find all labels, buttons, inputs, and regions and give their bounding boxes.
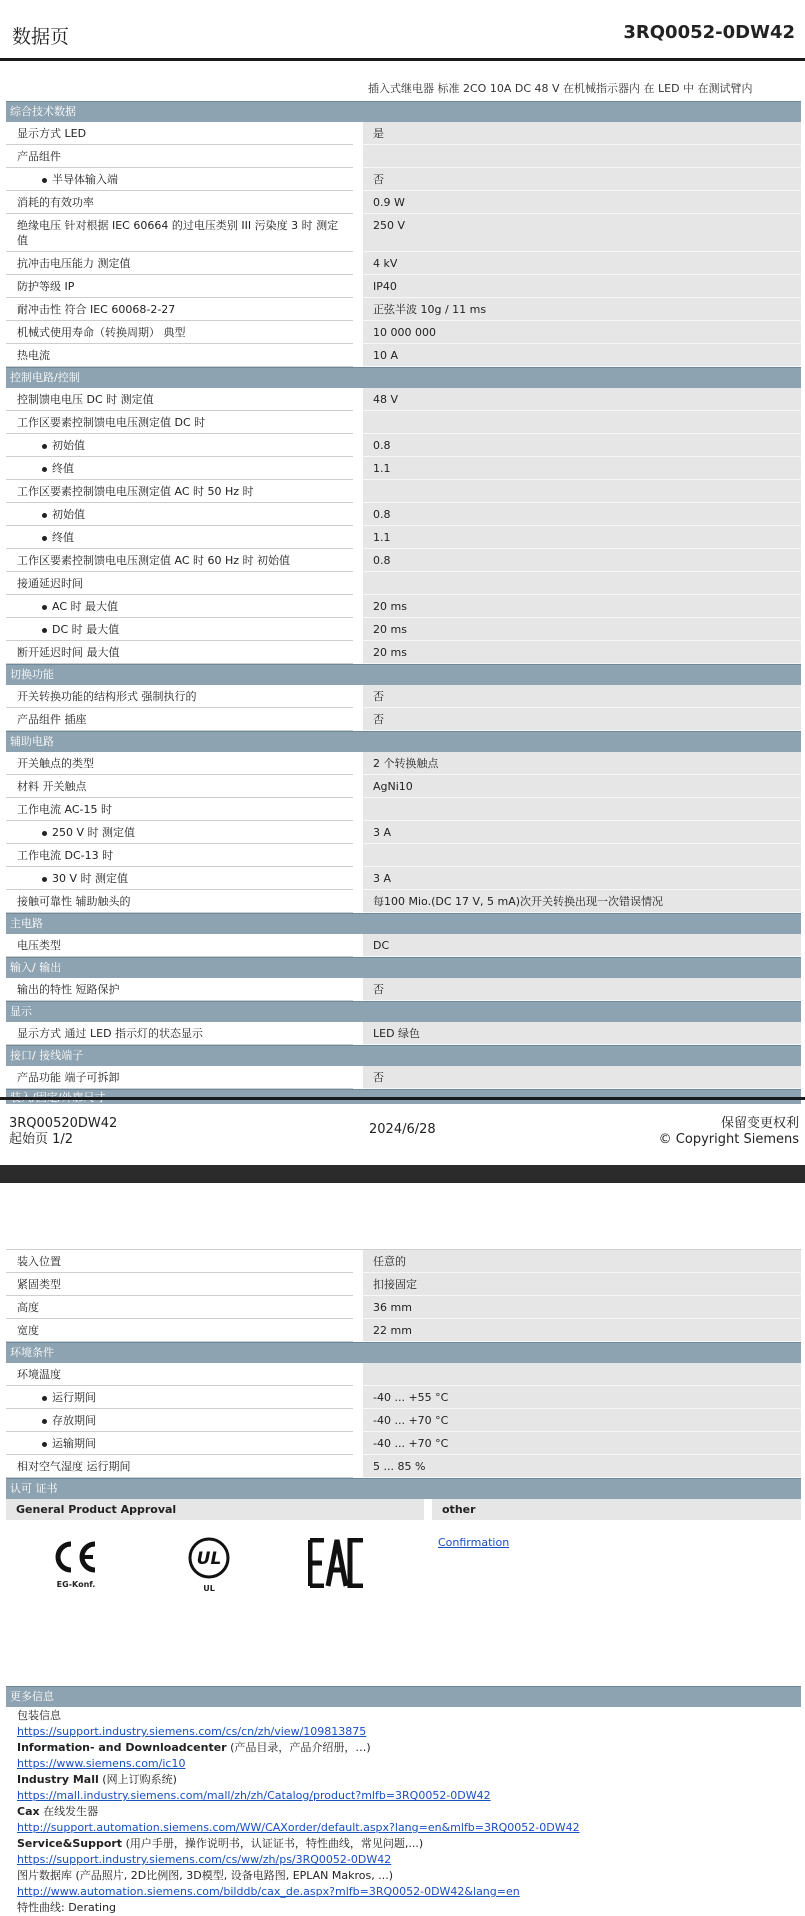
header-title: 数据页 <box>12 26 70 48</box>
row-value <box>363 411 801 434</box>
table-row <box>6 798 801 821</box>
ce-mark <box>46 1538 106 1589</box>
section-header: 更多信息 <box>6 1686 801 1707</box>
more-info-item <box>17 1868 801 1900</box>
row-label: 热电流 <box>6 344 353 367</box>
row-value: 20 ms <box>363 618 801 641</box>
row-value: 0.8 <box>363 434 801 457</box>
more-info-item <box>17 1740 801 1772</box>
row-value <box>363 798 801 821</box>
bullet-icon <box>42 877 47 882</box>
footer-page-number: 起始页 1/2 <box>9 1132 74 1147</box>
row-label: 开关转换功能的结构形式 强制执行的 <box>6 685 353 708</box>
row-label: 半导体输入端 <box>6 168 353 191</box>
more-info-list <box>6 1707 801 1916</box>
row-label: 存放期间 <box>6 1409 353 1432</box>
row-value: -40 ... +70 °C <box>363 1432 801 1455</box>
table-row <box>6 191 801 214</box>
row-label: 产品功能 端子可拆卸 <box>6 1066 353 1089</box>
spec-table-2 <box>6 1249 801 1916</box>
bullet-icon <box>42 536 47 541</box>
row-label: 抗冲击电压能力 测定值 <box>6 252 353 275</box>
more-info-item <box>17 1836 801 1868</box>
more-info-link[interactable]: https://support.industry.siemens.com/cs/cn/zh/view/109813875 <box>17 1725 367 1738</box>
row-label: 初始值 <box>6 503 353 526</box>
row-value <box>363 145 801 168</box>
footer-rights: 保留变更权利 <box>720 1116 799 1131</box>
table-row <box>6 685 801 708</box>
row-value <box>363 844 801 867</box>
row-label: 机械式使用寿命（转换周期） 典型 <box>6 321 353 344</box>
section-header: 装入/固定/外廓尺寸 <box>6 1089 801 1104</box>
table-row <box>6 1066 801 1089</box>
row-label: 接触可靠性 辅助触头的 <box>6 890 353 913</box>
row-label: 终值 <box>6 457 353 480</box>
row-label: 显示方式 LED <box>6 122 353 145</box>
row-value: 48 V <box>363 388 801 411</box>
table-row <box>6 867 801 890</box>
more-info-title: Industry Mall (网上订购系统) <box>17 1773 177 1786</box>
row-value: 250 V <box>363 214 801 252</box>
section-header: 环境条件 <box>6 1342 801 1363</box>
table-row <box>6 1409 801 1432</box>
row-label: 开关触点的类型 <box>6 752 353 775</box>
table-row <box>6 298 801 321</box>
table-row <box>6 641 801 664</box>
row-label: 绝缘电压 针对根据 IEC 60664 的过电压类别 III 污染度 3 时 测定值 <box>6 214 353 252</box>
more-info-link[interactable]: https://www.siemens.com/ic10 <box>17 1757 186 1770</box>
section-header: 认可 证书 <box>6 1478 801 1499</box>
bullet-icon <box>42 628 47 633</box>
section-header: 综合技术数据 <box>6 101 801 122</box>
footer-date: 2024/6/28 <box>369 1122 436 1137</box>
row-value: 3 A <box>363 821 801 844</box>
row-value: 0.8 <box>363 549 801 572</box>
row-label: 工作电流 DC-13 时 <box>6 844 353 867</box>
row-value <box>363 480 801 503</box>
row-label: 消耗的有效功率 <box>6 191 353 214</box>
table-row <box>6 1296 801 1319</box>
table-row <box>6 321 801 344</box>
more-info-title: 特性曲线: Derating <box>17 1901 117 1914</box>
ul-mark-label: UL <box>203 1584 215 1593</box>
row-value: 4 kV <box>363 252 801 275</box>
row-value: 20 ms <box>363 595 801 618</box>
row-label: 初始值 <box>6 434 353 457</box>
row-value: 是 <box>363 122 801 145</box>
bullet-icon <box>42 1396 47 1401</box>
table-row <box>6 275 801 298</box>
row-label: 装入位置 <box>6 1250 353 1273</box>
row-value: 否 <box>363 708 801 731</box>
more-info-title: Service&Support (用户手册，操作说明书，认证证书，特性曲线，常见问题,...) <box>17 1837 424 1850</box>
row-label: 控制馈电电压 DC 时 测定值 <box>6 388 353 411</box>
table-row <box>6 145 801 168</box>
table-row <box>6 595 801 618</box>
confirmation-link[interactable]: Confirmation <box>438 1536 510 1549</box>
row-value: -40 ... +70 °C <box>363 1409 801 1432</box>
row-label: 防护等级 IP <box>6 275 353 298</box>
more-info-item <box>17 1804 801 1836</box>
more-info-title: Cax 在线发生器 <box>17 1805 99 1818</box>
section-header: 主电路 <box>6 913 801 934</box>
table-row <box>6 549 801 572</box>
table-row <box>6 1273 801 1296</box>
row-value: 0.8 <box>363 503 801 526</box>
row-label: 断开延迟时间 最大值 <box>6 641 353 664</box>
section-header: 接口/ 接线端子 <box>6 1045 801 1066</box>
row-value: 1.1 <box>363 457 801 480</box>
table-row <box>6 168 801 191</box>
ul-icon <box>187 1536 231 1580</box>
row-value: 20 ms <box>363 641 801 664</box>
more-info-title: Information- and Downloadcenter (产品目录，产品介绍册，…) <box>17 1741 371 1754</box>
table-row <box>6 1249 801 1273</box>
row-label: 接通延迟时间 <box>6 572 353 595</box>
row-label: 工作区要素控制馈电电压测定值 DC 时 <box>6 411 353 434</box>
bullet-icon <box>42 1442 47 1447</box>
svg-text:UL: UL <box>196 1549 222 1569</box>
row-value: 否 <box>363 1066 801 1089</box>
row-value: 36 mm <box>363 1296 801 1319</box>
row-label: 产品组件 插座 <box>6 708 353 731</box>
section-header: 显示 <box>6 1001 801 1022</box>
row-label: DC 时 最大值 <box>6 618 353 641</box>
row-value: 10 A <box>363 344 801 367</box>
row-value <box>363 572 801 595</box>
row-value: 每100 Mio.(DC 17 V, 5 mA)次开关转换出现一次错误情况 <box>363 890 801 913</box>
bullet-icon <box>42 831 47 836</box>
table-row <box>6 388 801 411</box>
bullet-icon <box>42 467 47 472</box>
more-info-link[interactable]: http://www.automation.siemens.com/bilddb/cax_de.aspx?mlfb=3RQ0052-0DW42&lang=en <box>17 1885 520 1898</box>
ul-mark <box>184 1536 234 1593</box>
row-label: 30 V 时 测定值 <box>6 867 353 890</box>
eac-mark <box>308 1538 366 1592</box>
row-value: 1.1 <box>363 526 801 549</box>
section-header: 控制电路/控制 <box>6 367 801 388</box>
table-row <box>6 821 801 844</box>
page-separator <box>0 1165 805 1183</box>
table-row <box>6 214 801 252</box>
row-value: 3 A <box>363 867 801 890</box>
row-label: 相对空气湿度 运行期间 <box>6 1455 353 1478</box>
table-row <box>6 1386 801 1409</box>
bullet-icon <box>42 1419 47 1424</box>
more-info-link[interactable]: http://support.automation.siemens.com/WW/CAXorder/default.aspx?lang=en&mlfb=3RQ0052-0DW42 <box>17 1821 580 1834</box>
bullet-icon <box>42 178 47 183</box>
cert-col-general: General Product Approval <box>6 1499 432 1520</box>
row-value: 2 个转换触点 <box>363 752 801 775</box>
more-info-link[interactable]: https://mall.industry.siemens.com/mall/zh/zh/Catalog/product?mlfb=3RQ0052-0DW42 <box>17 1789 491 1802</box>
row-value: 任意的 <box>363 1250 801 1273</box>
table-row <box>6 457 801 480</box>
row-label: 工作区要素控制馈电电压测定值 AC 时 60 Hz 时 初始值 <box>6 549 353 572</box>
row-label: 显示方式 通过 LED 指示灯的状态显示 <box>6 1022 353 1045</box>
row-label: 环境温度 <box>6 1363 353 1386</box>
footer-left <box>9 1116 117 1148</box>
table-row <box>6 526 801 549</box>
row-label: 输出的特性 短路保护 <box>6 978 353 1001</box>
row-value: -40 ... +55 °C <box>363 1386 801 1409</box>
table-row <box>6 618 801 641</box>
header-product-number: 3RQ0052-0DW42 <box>623 22 795 43</box>
table-row <box>6 844 801 867</box>
table-row <box>6 934 801 957</box>
product-description: 插入式继电器 标准 2CO 10A DC 48 V 在机械指示器内 在 LED 中 在测试臂内 <box>368 82 753 95</box>
section-header: 输入/ 输出 <box>6 957 801 978</box>
more-info-item <box>17 1772 801 1804</box>
cert-col-other: other <box>432 1499 801 1520</box>
row-label: 高度 <box>6 1296 353 1319</box>
row-label: 宽度 <box>6 1319 353 1342</box>
section-header: 切换功能 <box>6 664 801 685</box>
bullet-icon <box>42 513 47 518</box>
row-label: 材料 开关触点 <box>6 775 353 798</box>
cert-header-row <box>6 1499 801 1520</box>
row-value: AgNi10 <box>363 775 801 798</box>
row-value <box>363 1363 801 1386</box>
bullet-icon <box>42 444 47 449</box>
row-value: 扣接固定 <box>363 1273 801 1296</box>
row-value: 22 mm <box>363 1319 801 1342</box>
table-row <box>6 480 801 503</box>
table-row <box>6 122 801 145</box>
footer-right <box>659 1116 799 1148</box>
eac-icon <box>308 1538 366 1588</box>
table-row <box>6 708 801 731</box>
row-value: LED 绿色 <box>363 1022 801 1045</box>
row-value: DC <box>363 934 801 957</box>
more-info-title: 包装信息 <box>17 1709 61 1722</box>
table-row <box>6 1455 801 1478</box>
page-header <box>0 0 805 61</box>
more-info-link[interactable]: https://support.industry.siemens.com/cs/ww/zh/ps/3RQ0052-0DW42 <box>17 1853 392 1866</box>
spec-table-1 <box>6 101 801 1104</box>
row-value: 否 <box>363 168 801 191</box>
row-label: 电压类型 <box>6 934 353 957</box>
page-footer <box>0 1097 805 1168</box>
table-row <box>6 434 801 457</box>
table-row <box>6 752 801 775</box>
section-header: 辅助电路 <box>6 731 801 752</box>
ce-mark-label: EG-Konf. <box>56 1580 96 1589</box>
table-row <box>6 252 801 275</box>
table-row <box>6 978 801 1001</box>
cert-logos <box>6 1520 801 1650</box>
more-info-title: 图片数据库 (产品照片, 2D比例图, 3D模型, 设备电路图, EPLAN Makros, ...) <box>17 1869 394 1882</box>
table-row <box>6 1363 801 1386</box>
row-value: 正弦半波 10g / 11 ms <box>363 298 801 321</box>
row-label: 250 V 时 测定值 <box>6 821 353 844</box>
row-value: 10 000 000 <box>363 321 801 344</box>
more-info-item <box>17 1708 801 1740</box>
more-info-item <box>17 1900 801 1916</box>
footer-order-number: 3RQ00520DW42 <box>9 1116 118 1131</box>
row-label: 终值 <box>6 526 353 549</box>
row-label: AC 时 最大值 <box>6 595 353 618</box>
table-row <box>6 775 801 798</box>
table-row <box>6 1022 801 1045</box>
row-label: 产品组件 <box>6 145 353 168</box>
table-row <box>6 503 801 526</box>
row-label: 工作区要素控制馈电电压测定值 AC 时 50 Hz 时 <box>6 480 353 503</box>
row-label: 工作电流 AC-15 时 <box>6 798 353 821</box>
footer-copyright: © Copyright Siemens <box>658 1132 799 1147</box>
row-label: 耐冲击性 符合 IEC 60068-2-27 <box>6 298 353 321</box>
row-label: 运行期间 <box>6 1386 353 1409</box>
row-value: 0.9 W <box>363 191 801 214</box>
row-value: 否 <box>363 685 801 708</box>
table-row <box>6 411 801 434</box>
table-row <box>6 890 801 913</box>
table-row <box>6 344 801 367</box>
ce-icon <box>51 1538 101 1576</box>
table-row <box>6 1432 801 1455</box>
row-value: IP40 <box>363 275 801 298</box>
table-row <box>6 572 801 595</box>
row-value: 否 <box>363 978 801 1001</box>
row-value: 5 ... 85 % <box>363 1455 801 1478</box>
table-row <box>6 1319 801 1342</box>
bullet-icon <box>42 605 47 610</box>
row-label: 紧固类型 <box>6 1273 353 1296</box>
page-2 <box>0 1183 805 1914</box>
row-label: 运输期间 <box>6 1432 353 1455</box>
